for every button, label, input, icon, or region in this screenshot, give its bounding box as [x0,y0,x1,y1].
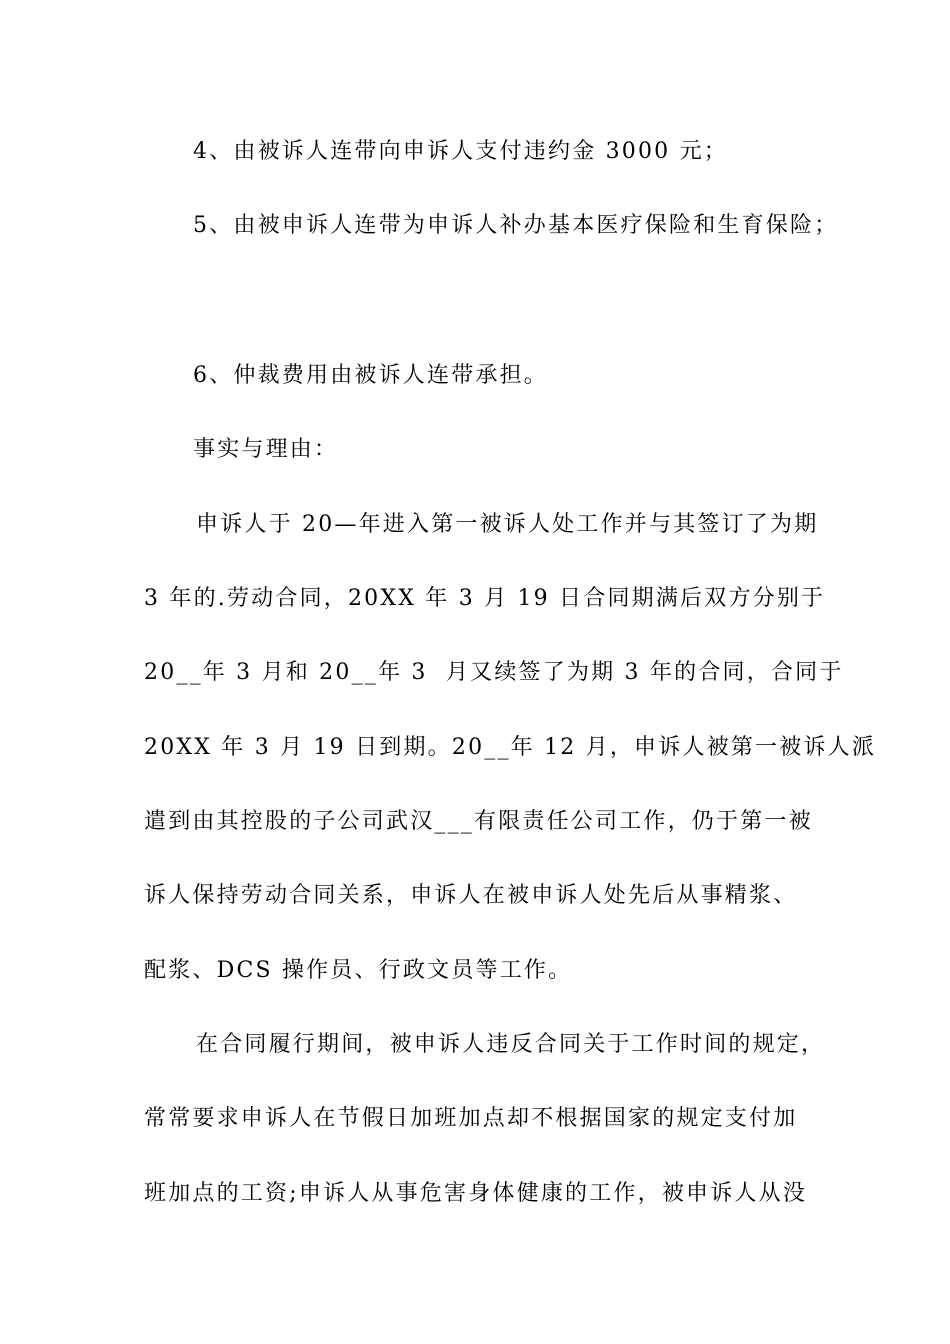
claim-item-5: 5、由被申诉人连带为申诉人补办基本医疗保险和生育保险； [193,213,839,238]
paragraph-line: 配浆、DCS 操作员、行政文员等工作。 [144,958,573,983]
paragraph-line: 在合同履行期间，被申诉人违反合同关于工作时间的规定， [196,1032,826,1057]
paragraph-line: 20__年 3 月和 20__年 3 月又续签了为期 3 年的合同，合同于 [144,660,844,685]
paragraph-line: 诉人保持劳动合同关系，申诉人在被申诉人处先后从事精浆、 [144,883,798,908]
paragraph-line: 申诉人于 20—年进入第一被诉人处工作并与其签订了为期 [196,512,819,537]
paragraph-line: 20XX 年 3 月 19 日到期。20__年 12 月，申诉人被第一被诉人派 [144,735,877,760]
paragraph-line: 常常要求申诉人在节假日加班加点却不根据国家的规定支付加 [144,1106,798,1131]
claim-item-6: 6、仲裁费用由被诉人连带承担。 [193,363,548,388]
paragraph-line: 班加点的工资;申诉人从事危害身体健康的工作，被申诉人从没 [144,1181,808,1206]
paragraph-line: 遣到由其控股的子公司武汉___有限责任公司工作，仍于第一被 [144,809,813,834]
section-heading-facts: 事实与理由： [193,437,339,462]
claim-item-4: 4、由被诉人连带向申诉人支付违约金 3000 元； [193,139,728,164]
paragraph-line: 3 年的.劳动合同，20XX 年 3 月 19 日合同期满后双方分别于 [144,586,826,611]
